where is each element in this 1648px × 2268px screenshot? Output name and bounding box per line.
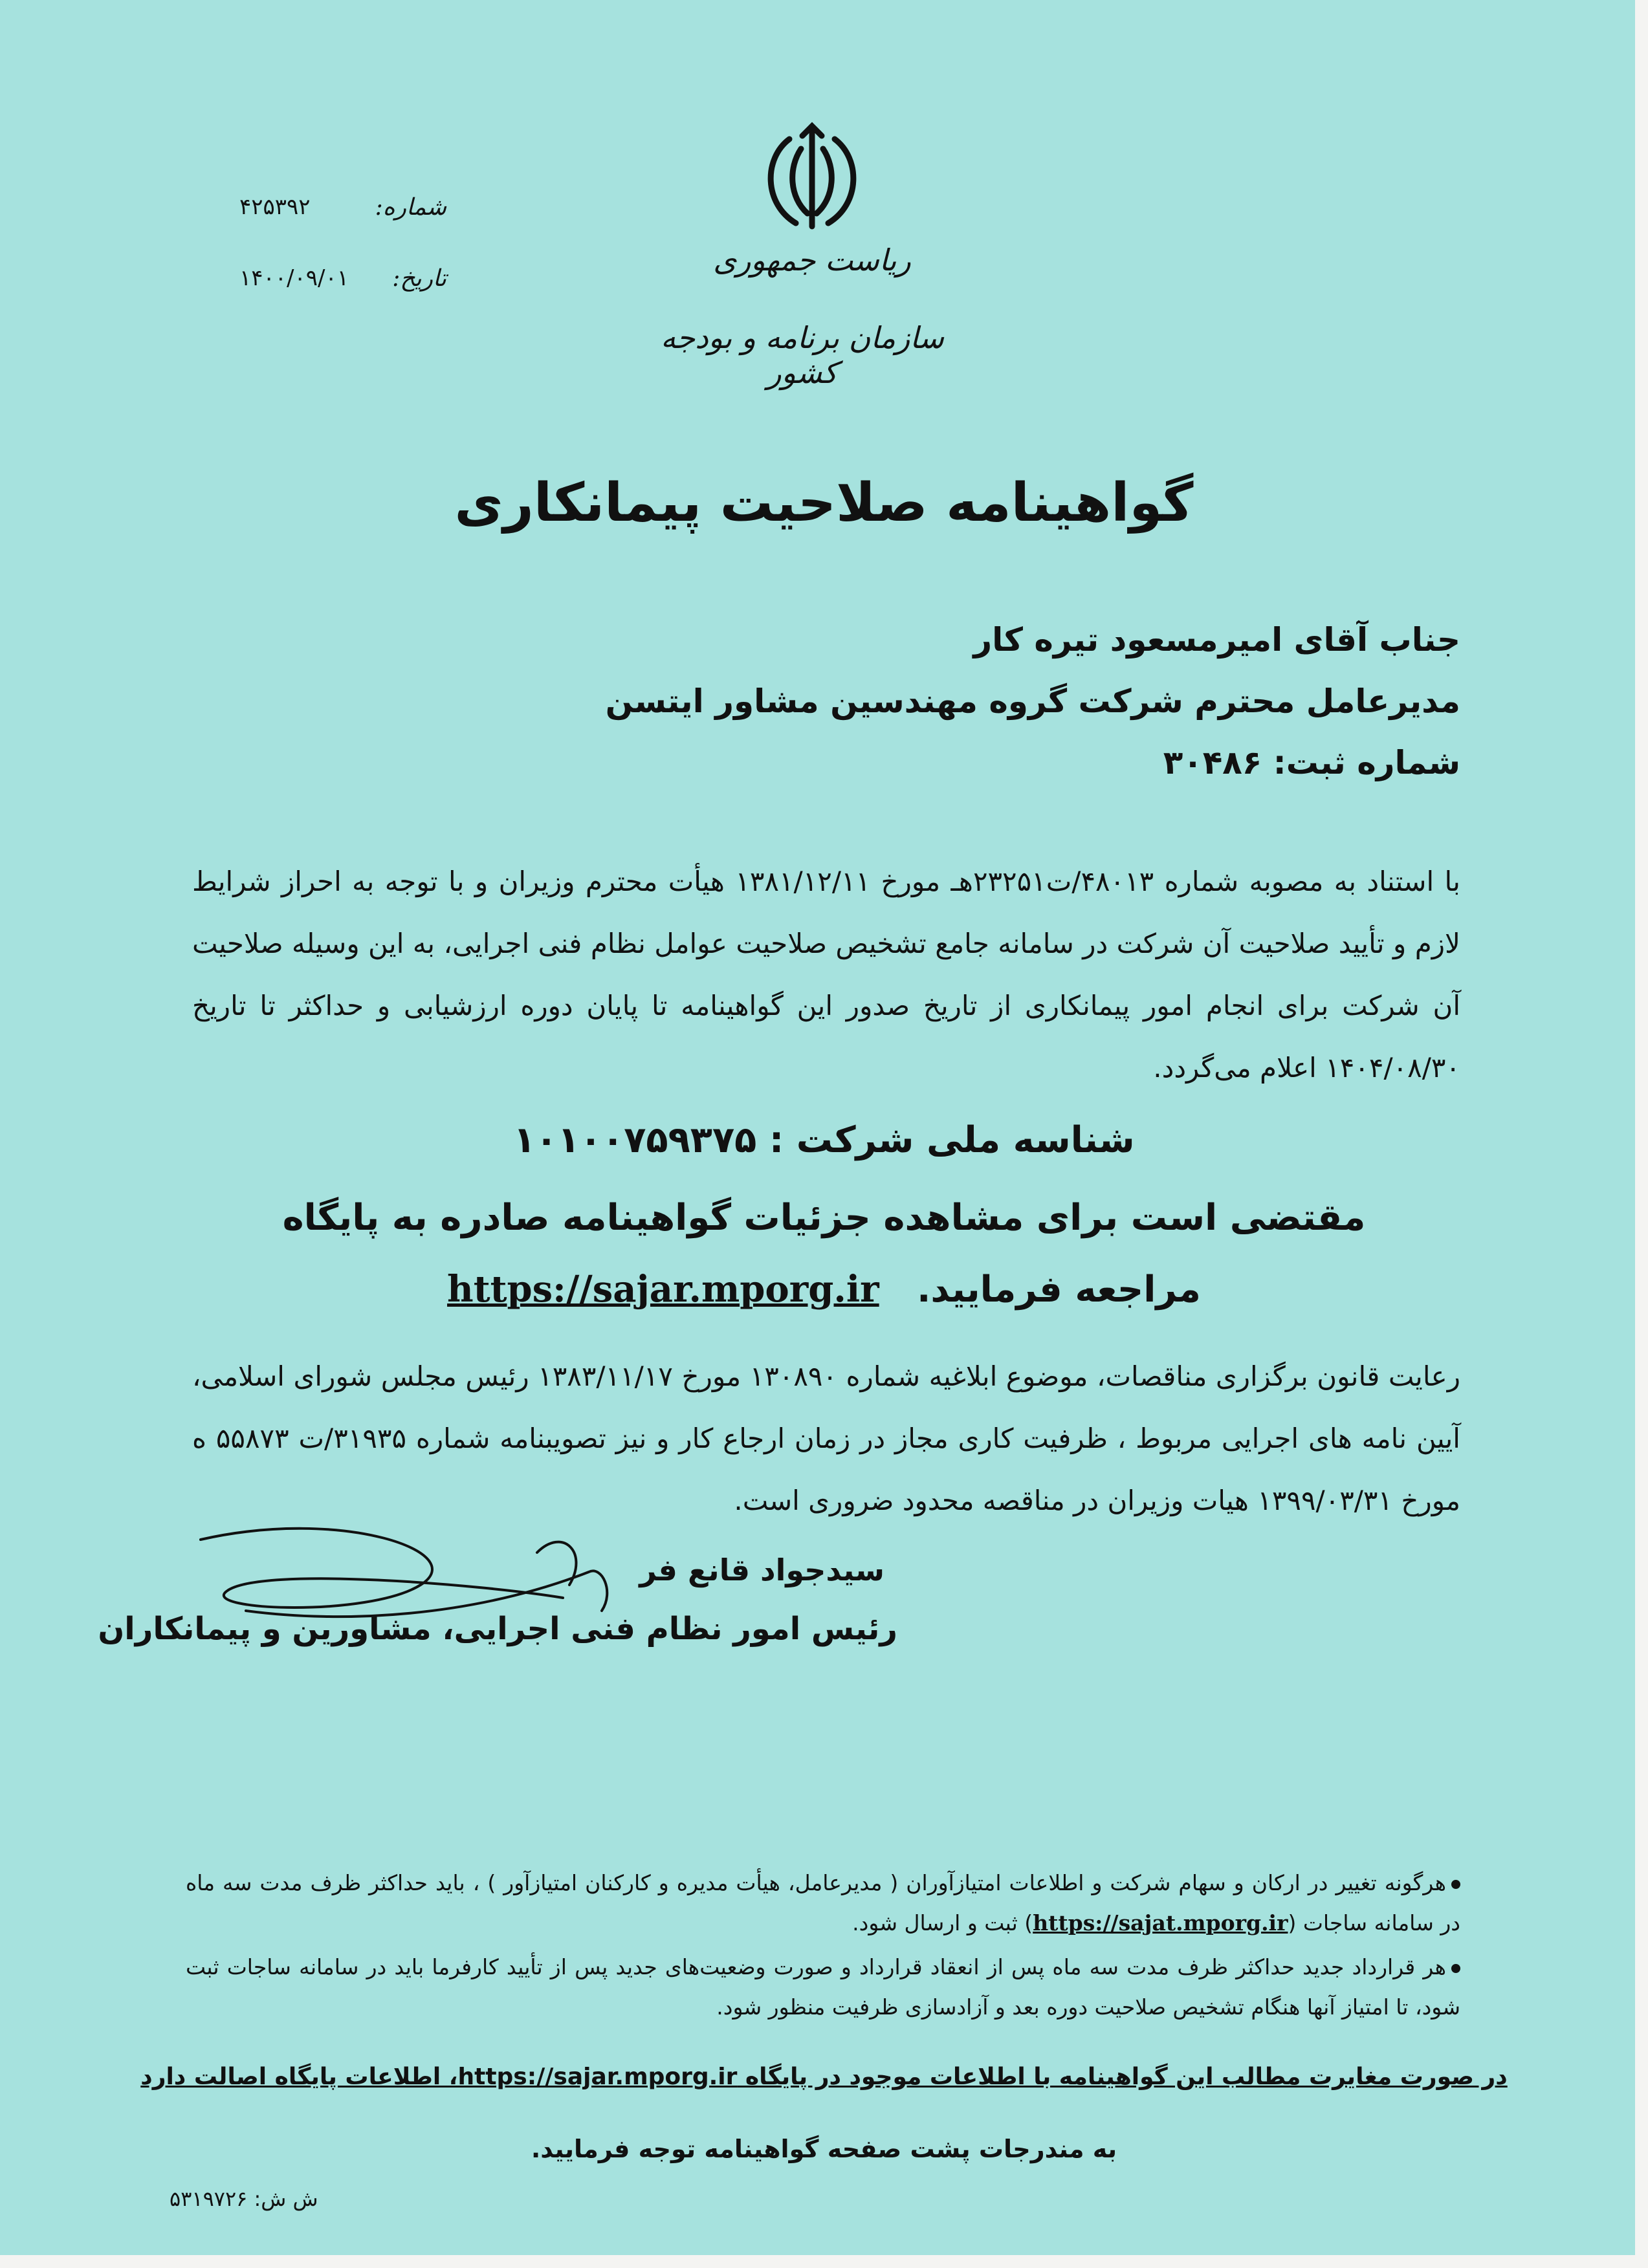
scan-margin-bottom <box>0 2255 1648 2268</box>
request-line-2 <box>0 1268 1648 1311</box>
sajat-link[interactable]: https://sajat.mporg.ir <box>1033 1910 1288 1935</box>
agency-line-plan-budget: سازمان برنامه و بودجه کشور <box>661 320 944 390</box>
note-2-text: هر قرارداد جدید حداکثر ظرف مدت سه ماه پس از انعقاد قرارداد و صورت وضعیت‌های جدید پس از تأیید کارفرما باید در سامانه ساجات ثبت شود، تا امتیاز آنها هنگام تشخیص صلاحیت دوره بعد و آزادسازی ظرفیت منظور شود. <box>186 1954 1460 2020</box>
compliance-paragraph: رعایت قانون برگزاری مناقصات، موضوع ابلاغیه شماره ۱۳۰۸۹۰ مورخ ۱۳۸۳/۱۱/۱۷ رئیس مجلس شورای اسلامی، آیین نامه های اجرایی مربوط ، ظرفیت کاری مجاز در زمان ارجاع کار و نیز تصویبنامه شماره ۳۱۹۳۵/ت ۵۵۸۷۳ ه مورخ ۱۳۹۹/۰۳/۳۱ هیات وزیران در مناقصه محدود ضروری است. <box>192 1360 1460 1516</box>
serial-number: ش ش: ۵۳۱۹۷۲۶ <box>170 2186 318 2211</box>
addressee-position: مدیرعامل محترم شرکت گروه مهندسین مشاور ایتسن <box>605 682 1460 720</box>
request-line-2-text: مراجعه فرمایید. <box>917 1269 1201 1311</box>
bullet-icon <box>1451 1880 1460 1889</box>
agency-line-presidency: ریاست جمهوری <box>713 243 911 278</box>
letter-number-value: ۴۲۵۳۹۲ <box>239 194 311 220</box>
national-id-line: شناسه ملی شرکت : ۱۰۱۰۰۷۵۹۳۷۵ <box>513 1119 1135 1161</box>
footer-warning-text: در صورت مغایرت مطالب این گواهینامه با اطلاعات موجود در پایگاه https://sajar.mporg.ir، اطلاعات پایگاه اصالت دارد <box>140 2064 1508 2090</box>
letter-number-label: شماره: <box>375 194 446 221</box>
note-item-2 <box>186 1947 1460 2027</box>
request-line-1: مقتضی است برای مشاهده جزئیات گواهینامه صادره به پایگاه <box>282 1197 1366 1239</box>
addressee-name: جناب آقای امیرمسعود تیره کار <box>973 621 1460 659</box>
body-paragraph: با استناد به مصوبه شماره ۴۸۰۱۳/ت۲۳۲۵۱هـ مورخ ۱۳۸۱/۱۲/۱۱ هیأت محترم وزیران و با توجه به احراز شرایط لازم و تأیید صلاحیت آن شرکت در سامانه جامع تشخیص صلاحیت عوامل نظام فنی اجرایی، به این وسیله صلاحیت آن شرکت برای انجام امور پیمانکاری از تاریخ صدور این گواهینامه تا پایان دوره ارزشیابی و حداکثر تا تاریخ ۱۴۰۴/۰۸/۳۰ اعلام می‌گردد. <box>192 866 1460 1084</box>
footer-warning <box>0 2064 1648 2090</box>
note-1-tail: ) ثبت و ارسال شود. <box>852 1910 1033 1935</box>
letter-date-value: ۱۴۰۰/۰۹/۰۱ <box>239 265 349 291</box>
note-1-text: هرگونه تغییر در ارکان و سهام شرکت و اطلاعات امتیازآوران ( مدیرعامل، هیأت مدیره و کارکنان امتیازآور ) ، باید حداکثر ظرف مدت سه ماه در سامانه ساجات ( <box>186 1870 1460 1935</box>
signatory-title: رئیس امور نظام فنی اجرایی، مشاورین و پیمانکاران <box>98 1611 897 1647</box>
letter-number-row <box>239 194 446 233</box>
signatory-name: سیدجواد قانع فر <box>639 1553 884 1587</box>
letter-date-label: تاریخ: <box>392 265 446 292</box>
letter-date-row <box>239 265 446 304</box>
document-title: گواهینامه صلاحیت پیمانکاری <box>454 472 1194 534</box>
sajar-link[interactable]: https://sajar.mporg.ir <box>447 1268 879 1311</box>
note-item-1 <box>186 1863 1460 1943</box>
bullet-icon <box>1451 1964 1460 1973</box>
footer-see-back: به مندرجات پشت صفحه گواهینامه توجه فرمایید. <box>531 2135 1117 2163</box>
registration-number: شماره ثبت: ۳۰۴۸۶ <box>1163 744 1460 781</box>
iran-emblem-icon <box>751 120 873 243</box>
handwritten-signature <box>149 1514 990 1682</box>
